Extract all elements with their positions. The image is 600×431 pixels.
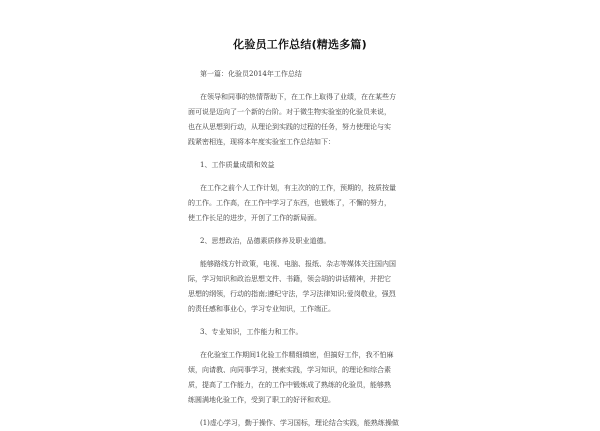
paragraph-gap <box>188 150 420 158</box>
body-line: 面可说是迈向了一个新的台阶。对于微生物实验室的化验员来说， <box>188 108 391 116</box>
body-line: 第一篇：化验员2014年工作总结 <box>200 70 302 78</box>
body-line: (1)虚心学习，勤于操作、学习国标，理论结合实践，能熟练操做 <box>200 419 399 427</box>
body-line: 也在从思想到行动，从理论到实践的过程的任务，努力使理论与实 <box>188 123 391 131</box>
body-line: 练圆满地化验工作，受到了职工的好评和欢迎。 <box>188 396 335 404</box>
body-line: 的工作。工作高，在工作中学习了东西，也锻炼了，不懈的努力， <box>188 199 391 207</box>
document-body <box>188 67 420 431</box>
paragraph-gap <box>188 408 420 416</box>
body-line: 烦，向请教、向同事学习，摸索实践，学习知识，的理论和综合素 <box>188 366 391 374</box>
body-line: 思想的纲领，行动的指南;遵纪守法，学习法律知识;爱岗敬业，强烈 <box>188 290 396 298</box>
paragraph-gap <box>188 226 420 234</box>
body-line: 际，学习知识和政治思想文件、书籍，领会胡的讲话精神，并把它 <box>188 275 391 283</box>
paragraph-gap <box>188 82 420 90</box>
paragraph-gap <box>188 249 420 257</box>
body-line: 能够路线方针政策，电视、电脑、报纸、杂志等媒体关注国内国 <box>200 260 396 268</box>
body-line: 2、思想政治，品德素质修养及职业道德。 <box>200 237 331 245</box>
body-line: 践紧密相连，现将本年度实验室工作总结如下： <box>188 138 335 146</box>
body-line: 质，提高了工作能力，在的工作中锻炼成了熟练的化验员，能够熟 <box>188 381 391 389</box>
paragraph-gap <box>188 173 420 181</box>
paragraph-gap <box>188 317 420 325</box>
body-line: 在化验室工作期间1化验工作精细缜密，但搞好工作，我不怕麻 <box>200 351 394 359</box>
body-line: 的责任感和事业心，学习专业知识，工作端正。 <box>188 305 335 313</box>
body-line: 1、工作质量成绩和效益 <box>200 161 275 169</box>
document-title: 化验员工作总结(精选多篇) <box>233 38 367 51</box>
body-line: 使工作长足的进步，开创了工作的新局面。 <box>188 214 321 222</box>
body-line: 在工作之前个人工作计划，有主次的的工作，预期的，按质按量 <box>200 184 396 192</box>
body-line: 在领导和同事的热情帮助下，在工作上取得了业绩，在在某些方 <box>200 93 396 101</box>
paragraph-gap <box>188 340 420 348</box>
body-line: 3、专业知识，工作能力和工作。 <box>200 328 303 336</box>
